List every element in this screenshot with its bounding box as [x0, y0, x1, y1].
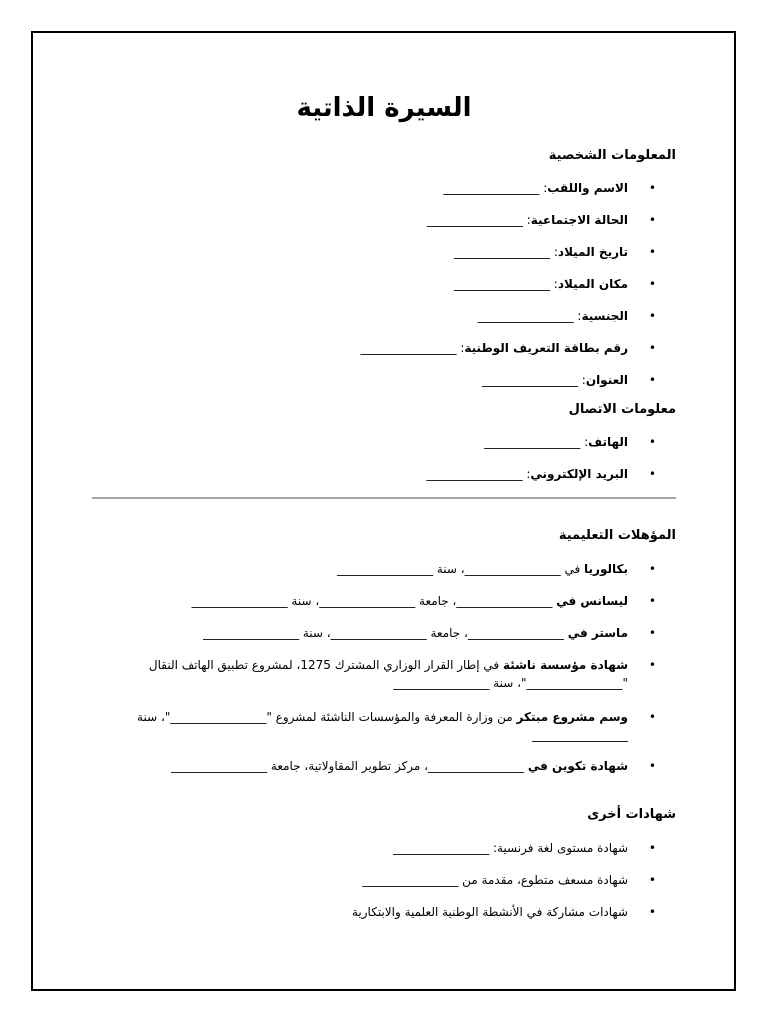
list-item — [92, 465, 676, 483]
bullet-icon: • — [648, 181, 656, 195]
list-item — [92, 307, 676, 325]
bullet-icon: • — [648, 562, 656, 576]
list-item — [92, 839, 676, 857]
field-blank: : ________________ — [426, 467, 531, 481]
bullet-icon: • — [648, 341, 656, 355]
list-item — [92, 371, 676, 389]
item-text: في إطار القرار الوزاري المشترك 1275، لمشروع تطبيق الهاتف النقال "________________"، سنة ________________ — [148, 658, 628, 690]
list-item — [92, 757, 676, 775]
field-label: مكان الميلاد — [557, 277, 628, 291]
field-label: الحالة الاجتماعية — [530, 213, 628, 227]
list-item — [92, 656, 676, 692]
bullet-icon: • — [648, 277, 656, 291]
list-item — [92, 903, 676, 921]
item-label: بكالوريا — [584, 562, 628, 576]
field-label: الاسم واللقب — [547, 181, 628, 195]
item-text: من وزارة المعرفة والمؤسسات الناشئة لمشروع "________________"، سنة ________________ — [137, 710, 628, 742]
bullet-icon: • — [648, 213, 656, 227]
list-item — [92, 275, 676, 293]
field-blank: : ________________ — [360, 341, 465, 355]
bullet-icon: • — [648, 873, 656, 887]
item-label: ماستر في — [567, 626, 628, 640]
list-item — [92, 560, 676, 578]
section-heading-contact: معلومات الاتصال — [568, 402, 676, 417]
bullet-icon: • — [648, 467, 656, 481]
list-item — [92, 871, 676, 889]
bullet-icon: • — [648, 373, 656, 387]
bullet-icon: • — [648, 905, 656, 919]
section-divider — [92, 497, 676, 499]
item-text: ________________، جامعة ________________، سنة ________________ — [203, 626, 568, 640]
field-label: البريد الإلكتروني — [530, 467, 628, 481]
item-label: شهادة تكوين في — [527, 759, 628, 773]
list-item — [92, 708, 676, 744]
section-heading-other: شهادات أخرى — [587, 807, 676, 822]
bullet-icon: • — [648, 658, 656, 672]
field-blank: : ________________ — [454, 245, 558, 259]
item-text: ________________، مركز تطوير المقاولاتية، جامعة ________________ — [171, 759, 528, 773]
field-label: تاريخ الميلاد — [557, 245, 628, 259]
bullet-icon: • — [648, 759, 656, 773]
list-item — [92, 624, 676, 642]
document-content — [92, 33, 676, 989]
list-item — [92, 433, 676, 451]
field-blank: : ________________ — [477, 309, 582, 323]
field-blank: : ________________ — [453, 277, 558, 291]
bullet-icon: • — [648, 309, 656, 323]
field-blank: : ________________ — [443, 181, 548, 195]
bullet-icon: • — [648, 435, 656, 449]
section-heading-education: المؤهلات التعليمية — [558, 528, 676, 543]
field-label: الجنسية — [581, 309, 628, 323]
item-text: ________________، جامعة ________________، سنة ________________ — [191, 594, 557, 608]
list-item — [92, 211, 676, 229]
item-text: في ________________، سنة ________________ — [337, 562, 585, 576]
document-page — [31, 31, 736, 991]
bullet-icon: • — [648, 594, 656, 608]
field-label: الهاتف — [588, 435, 628, 449]
field-label: رقم بطاقة التعريف الوطنية — [464, 341, 628, 355]
bullet-icon: • — [648, 626, 656, 640]
item-text: شهادة مسعف متطوع، مقدمة من ________________ — [362, 873, 628, 887]
list-item — [92, 339, 676, 357]
item-text: شهادات مشاركة في الأنشطة الوطنية العلمية والابتكارية — [351, 905, 628, 919]
bullet-icon: • — [648, 710, 656, 724]
bullet-icon: • — [648, 841, 656, 855]
list-item — [92, 243, 676, 261]
item-label: وسم مشروع مبتكر — [516, 710, 628, 724]
section-heading-personal: المعلومات الشخصية — [548, 148, 676, 163]
item-label: شهادة مؤسسة ناشئة — [502, 658, 628, 672]
document-title: السيرة الذاتية — [296, 93, 472, 123]
field-blank: : ________________ — [484, 435, 589, 449]
list-item — [92, 179, 676, 197]
field-blank: : ________________ — [426, 213, 531, 227]
item-label: ليسانس في — [556, 594, 628, 608]
bullet-icon: • — [648, 245, 656, 259]
field-blank: : ________________ — [481, 373, 586, 387]
item-text: شهادة مستوى لغة فرنسية: ________________ — [393, 841, 628, 855]
list-item — [92, 592, 676, 610]
field-label: العنوان — [585, 373, 628, 387]
